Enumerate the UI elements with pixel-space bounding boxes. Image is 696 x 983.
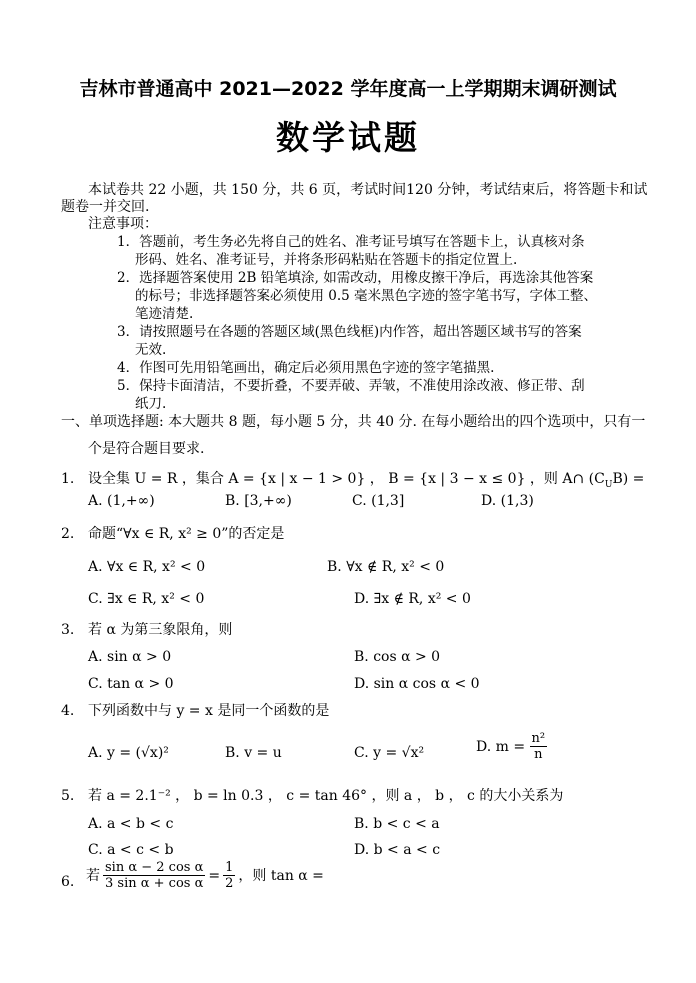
q5-option-c: C. a < c < b [88, 842, 174, 858]
q5-option-a: A. a < b < c [88, 816, 174, 832]
q1-option-c: C. (1,3] [352, 493, 405, 509]
notice-label: 注意事项： [88, 216, 158, 232]
q1-stem: 设全集 U = R ，集合 A = {x | x − 1 > 0} ， B = {x | 3 − x ≤ 0} ，则 A∩ (C [88, 471, 605, 487]
q4-d-denominator: n [534, 747, 543, 762]
q1-stem-end: B) = [612, 471, 645, 487]
q4-option-c: C. y = √x² [354, 745, 425, 761]
exam-title: 吉林市普通高中 2021—2022 学年度高一上学期期末调研测试 [79, 78, 617, 100]
q5-option-d: D. b < a < c [354, 842, 441, 858]
intro-line-1: 本试卷共 22 小题，共 150 分，共 6 页，考试时间120 分钟，考试结束后，将答题卡和试 [88, 182, 648, 198]
q6-denominator: 3 sin α + cos α [105, 876, 204, 891]
q4-d-numerator: n² [531, 731, 546, 746]
q1-option-b: B. [3,+∞) [225, 493, 292, 509]
q1-option-a: A. (1,+∞) [88, 493, 155, 509]
q4-option-a: A. y = (√x)² [88, 745, 169, 761]
q2-option-b: B. ∀x ∉ R, x² < 0 [327, 559, 445, 575]
q6-rhs-denominator: 2 [225, 876, 234, 891]
q3-option-c: C. tan α > 0 [88, 676, 174, 692]
q6-rhs-numerator: 1 [225, 860, 234, 875]
q4-option-b: B. v = u [225, 745, 282, 761]
q3-option-b: B. cos α > 0 [354, 649, 441, 665]
q3-option-d: D. sin α cos α < 0 [354, 676, 480, 692]
q1-subscript: U [604, 479, 613, 490]
q2-option-d: D. ∃x ∉ R, x² < 0 [354, 591, 471, 607]
q3-option-a: A. sin α > 0 [88, 649, 172, 665]
q2-option-a: A. ∀x ∈ R, x² < 0 [88, 559, 206, 575]
q1-option-d: D. (1,3) [481, 493, 534, 509]
q4-option-d: D. m = $\frac{\text{n²}}{n}$ [476, 731, 546, 762]
q6-numerator: sin α − 2 cos α [105, 860, 204, 875]
subject-title: 数学试题 [276, 118, 420, 157]
intro-line-2: 题卷一并交回. [61, 199, 150, 215]
q5-option-b: B. b < c < a [354, 816, 440, 832]
q2-option-c: C. ∃x ∈ R, x² < 0 [88, 591, 205, 607]
